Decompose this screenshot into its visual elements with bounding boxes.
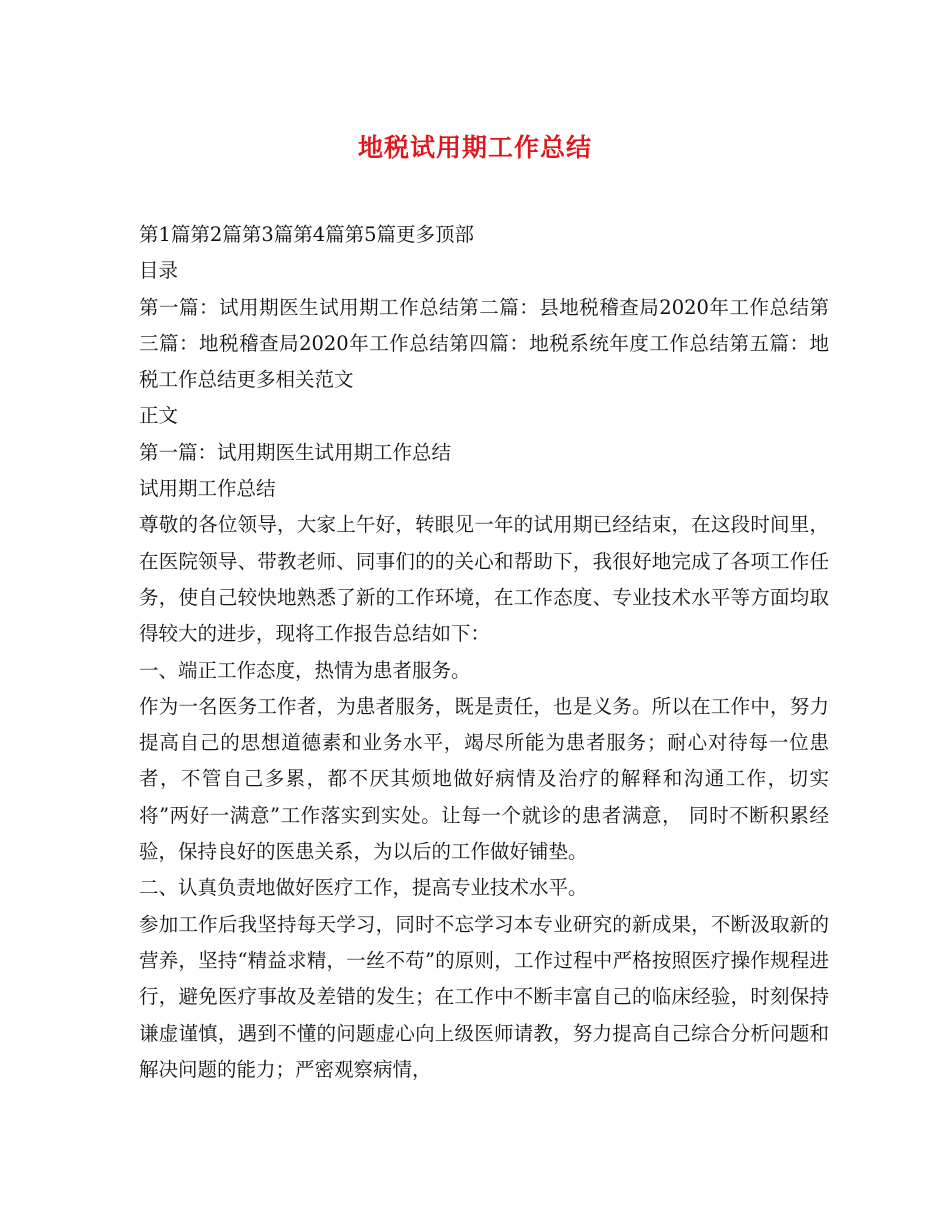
toc-heading: 目录 (139, 259, 179, 283)
section-title: 试用期工作总结 (139, 477, 276, 501)
document-title: 地税试用期工作总结 (357, 133, 592, 162)
document-body (139, 217, 829, 1088)
chapter-heading: 第一篇：试用期医生试用期工作总结 (139, 440, 452, 464)
toc-entries: 第一篇：试用期医生试用期工作总结第二篇：县地税稽查局2020年工作总结第三篇：地税稽查局2020年工作总结第四篇：地税系统年度工作总结第五篇：地税工作总结更多相关范文 (139, 295, 829, 392)
main-text-heading: 正文 (139, 404, 179, 428)
paragraph-service: 作为一名医务工作者，为患者服务，既是责任，也是义务。所以在工作中，努力提高自己的思想道德素和业务水平，竭尽所能为患者服务；耐心对待每一位患者，不管自己多累，都不厌其烦地做好病情及治疗的解释和沟通工作，切实将”两好一满意”工作落实到实处。让每一个就诊的患者满意， 同时不断积累经验，保持良好的医患关系，为以后的工作做好铺垫。 (139, 694, 829, 864)
page-nav-line: 第1篇第2篇第3篇第4篇第5篇更多顶部 (139, 223, 475, 246)
subheading-two: 二、认真负责地做好医疗工作，提高专业技术水平。 (139, 876, 588, 900)
paragraph-study: 参加工作后我坚持每天学习，同时不忘学习本专业研究的新成果，不断汲取新的营养，坚持“精益求精，一丝不苟”的原则，工作过程中严格按照医疗操作规程进行，避免医疗事故及差错的发生；在工作中不断丰富自己的临床经验，时刻保持谦虚谨慎，遇到不懂的问题虚心向上级医师请教，努力提高自己综合分析问题和解决问题的能力；严密观察病情， (139, 912, 829, 1081)
subheading-one: 一、端正工作态度，热情为患者服务。 (139, 658, 471, 682)
paragraph-intro: 尊敬的各位领导，大家上午好，转眼见一年的试用期已经结束，在这段时间里，在医院领导、带教老师、同事们的的关心和帮助下，我很好地完成了各项工作任务，使自己较快地熟悉了新的工作环境，在工作态度、专业技术水平等方面均取得较大的进步，现将工作报告总结如下： (139, 513, 829, 646)
